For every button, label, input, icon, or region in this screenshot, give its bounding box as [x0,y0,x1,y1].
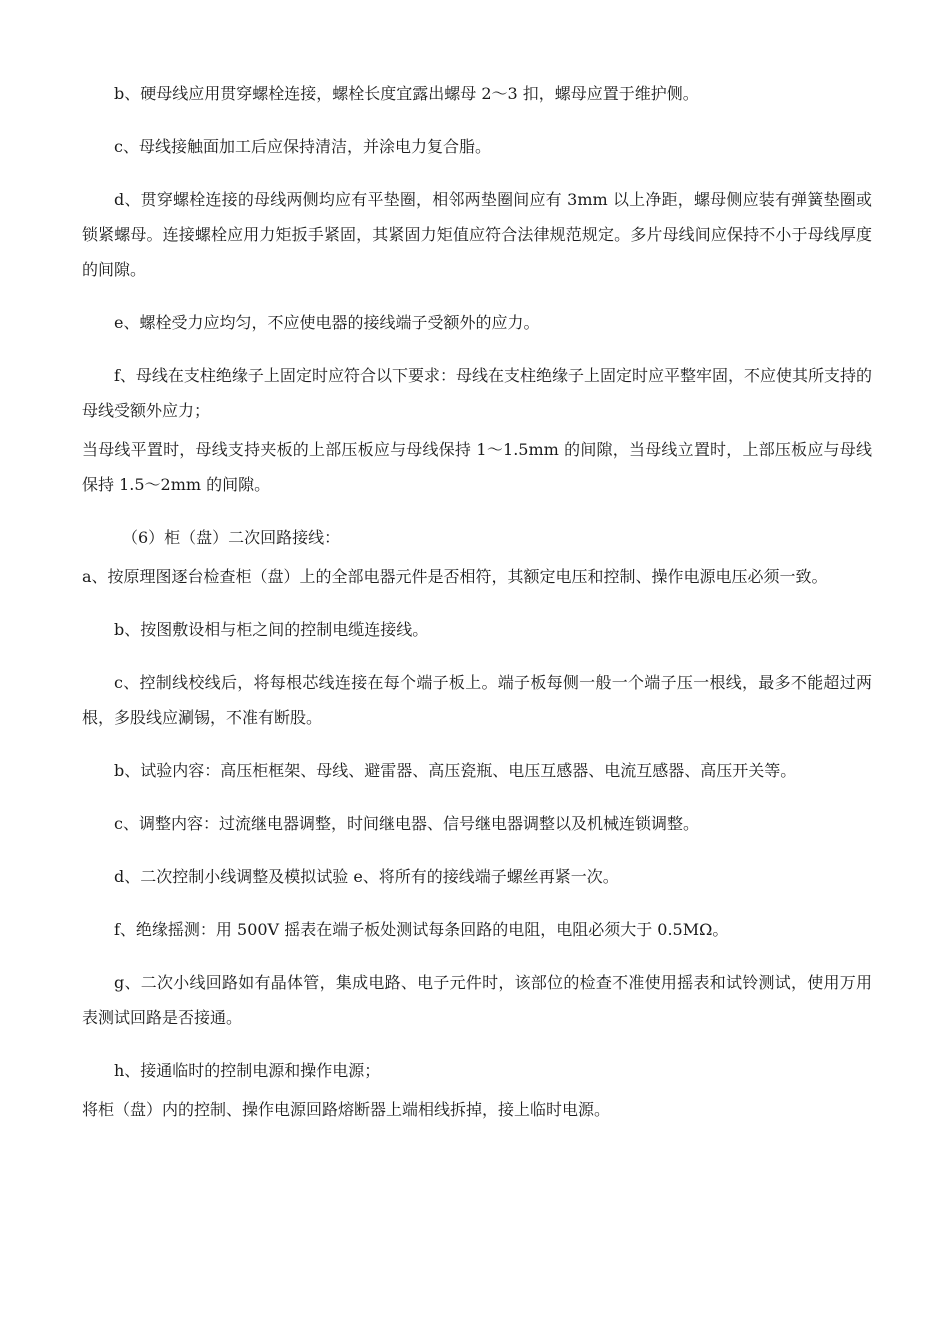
paragraph-c-terminal-connection: c、控制线校线后，将每根芯线连接在每个端子板上。端子板每侧一般一个端子压一根线，最多不能超过两根，多股线应涮锡，不准有断股。 [82,673,872,727]
paragraph-h-temporary-power: h、接通临时的控制电源和操作电源； [114,1061,381,1080]
paragraph-g-electronic-check: g、二次小线回路如有晶体管，集成电路、电子元件时，该部位的检查不准使用摇表和试铃测试，使用万用表测试回路是否接通。 [82,973,872,1027]
paragraph-a-check-components: a、按原理图逐台检查柜（盘）上的全部电器元件是否相符，其额定电压和控制、操作电源电压必须一致。 [82,567,828,586]
paragraph-c-contact-surface: c、母线接触面加工后应保持清洁，并涂电力复合脂。 [114,137,491,156]
paragraph-f-insulation-test: f、绝缘摇测：用 500V 摇表在端子板处测试每条回路的电阻，电阻必须大于 0.5MΩ。 [114,920,729,939]
paragraph-d-washers: d、贯穿螺栓连接的母线两侧均应有平垫圈，相邻两垫圈间应有 3mm 以上净距，螺母侧应装有弹簧垫圈或锁紧螺母。连接螺栓应用力矩扳手紧固，其紧固力矩值应符合法律规范规定。多片母线间应保持不小于母线厚度的间隙。 [82,190,872,279]
paragraph-b-bolt-connection: b、硬母线应用贯穿螺栓连接，螺栓长度宜露出螺母 2～3 扣，螺母应置于维护侧。 [114,84,699,103]
document-page [82,76,872,1145]
paragraph-busbar-gap: 当母线平置时，母线支持夹板的上部压板应与母线保持 1～1.5mm 的间隙，当母线立置时，上部压板应与母线保持 1.5～2mm 的间隙。 [82,440,872,494]
paragraph-f-insulator-fixing: f、母线在支柱绝缘子上固定时应符合以下要求：母线在支柱绝缘子上固定时应平整牢固，不应使其所支持的母线受额外应力； [82,366,872,420]
paragraph-c-adjustment-content: c、调整内容：过流继电器调整，时间继电器、信号继电器调整以及机械连锁调整。 [114,814,699,833]
paragraph-fuse-removal: 将柜（盘）内的控制、操作电源回路熔断器上端相线拆掉，接上临时电源。 [82,1100,611,1119]
paragraph-d-simulation-test: d、二次控制小线调整及模拟试验 e、将所有的接线端子螺丝再紧一次。 [114,867,619,886]
section-heading-secondary-wiring: （6）柜（盘）二次回路接线： [122,528,341,547]
paragraph-b-lay-cables: b、按图敷设相与柜之间的控制电缆连接线。 [114,620,429,639]
paragraph-b-test-content: b、试验内容：高压柜框架、母线、避雷器、高压瓷瓶、电压互感器、电流互感器、高压开关等。 [114,761,797,780]
paragraph-e-bolt-stress: e、螺栓受力应均匀，不应使电器的接线端子受额外的应力。 [114,313,540,332]
